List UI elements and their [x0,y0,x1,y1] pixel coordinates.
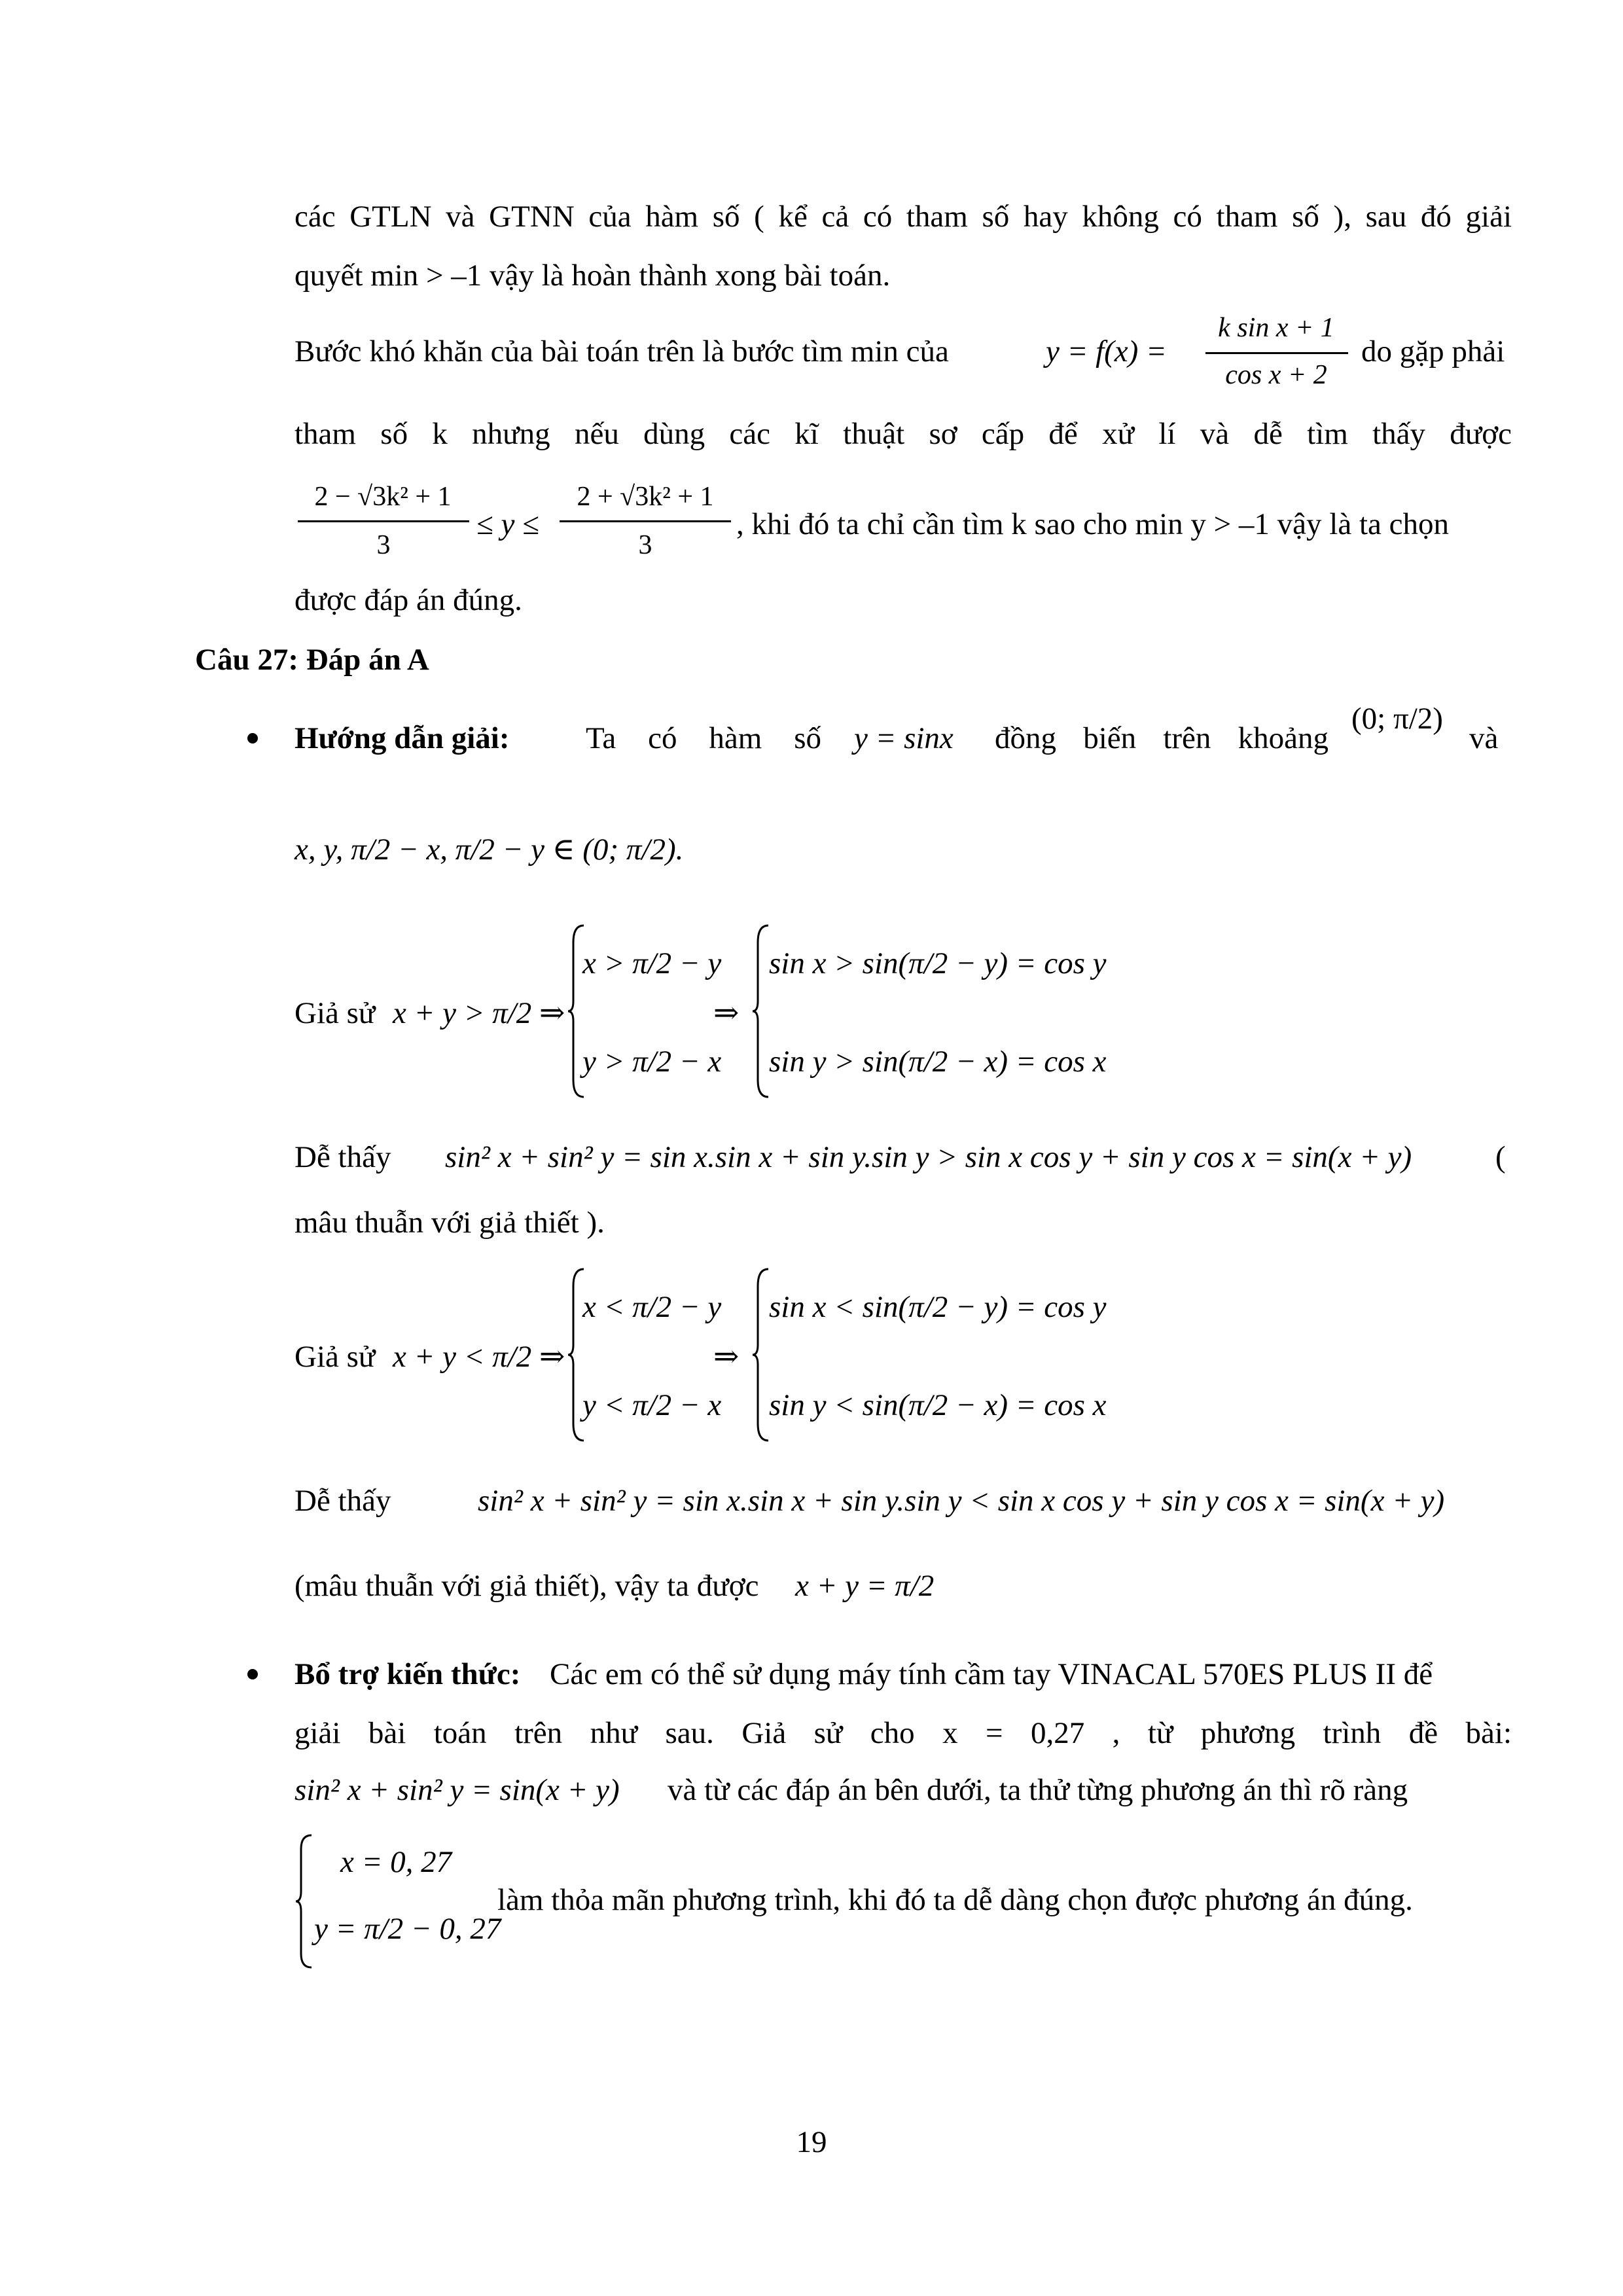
support-text: giải bài toán trên như sau. Giả sử cho x = 0,27 , từ phương trình đề bài: [294,1716,1512,1750]
support-sys-row2: y = π/2 − 0, 27 [314,1912,501,1946]
conclusion-text: (mâu thuẫn với giả thiết), vậy ta được [294,1569,759,1603]
fraction-bar [560,520,731,522]
bullet-icon [247,1669,258,1679]
case1-equation: sin² x + sin² y = sin x.sin x + sin y.sin y > sin x cos y + sin y cos x = sin(x + y) [445,1140,1412,1174]
see-label: Dễ thấy [294,1484,391,1518]
fraction-bar [1205,352,1348,354]
ineq-left-numerator: 2 − √3k² + 1 [314,482,452,512]
assume-label: Giả sử [294,996,376,1030]
guide-func: y = sinx [854,721,954,755]
ineq-right-numerator: 2 + √3k² + 1 [577,482,714,512]
case2-sys1-row1: x < π/2 − y [582,1290,722,1324]
guide-vars: x, y, π/2 − x, π/2 − y ∈ (0; π/2). [294,833,684,867]
ineq-denominator: 3 [638,530,652,560]
fraction-denominator: cos x + 2 [1225,360,1327,390]
question-heading: Câu 27: Đáp án A [195,643,429,677]
guide-and: và [1469,721,1499,755]
fraction-numerator: k sin x + 1 [1218,313,1334,343]
paragraph-line: được đáp án đúng. [294,583,522,617]
left-brace-icon [294,1833,314,1970]
paragraph-line: , khi đó ta chỉ cần tìm k sao cho min y > –1 vậy là ta chọn [736,507,1449,541]
support-sys-row1: x = 0, 27 [340,1845,452,1879]
case2-sys2-row1: sin x < sin(π/2 − y) = cos y [769,1290,1107,1324]
paragraph-line: Bước khó khăn của bài toán trên là bước tìm min của [294,334,949,368]
support-label: Bổ trợ kiến thức: [294,1657,521,1691]
contradiction-text: mâu thuẫn với giả thiết ). [294,1206,605,1240]
see-label: Dễ thấy [294,1140,391,1174]
left-brace-icon [751,1266,771,1443]
ineq-denominator: 3 [376,530,391,560]
open-paren: ( [1495,1140,1506,1174]
case2-sys2-row2: sin y < sin(π/2 − x) = cos x [769,1388,1107,1422]
case1-sys1-row1: x > π/2 − y [582,946,722,980]
support-equation: sin² x + sin² y = sin(x + y) [294,1773,620,1807]
assume-label: Giả sử [294,1340,376,1374]
case2-sys1-row2: y < π/2 − x [582,1388,722,1422]
conclusion-equation: x + y = π/2 [795,1569,935,1603]
ineq-middle: ≤ y ≤ [476,507,539,541]
case1-sys2-row2: sin y > sin(π/2 − x) = cos x [769,1045,1107,1079]
paragraph-line: do gặp phải [1361,334,1505,368]
bullet-icon [247,733,258,744]
case2-equation: sin² x + sin² y = sin x.sin x + sin y.sin y < sin x cos y + sin y cos x = sin(x + y) [478,1484,1445,1518]
guide-label: Hướng dẫn giải: [294,721,510,755]
paragraph-line: tham số k nhưng nếu dùng các kĩ thuật sơ cấp để xử lí và dễ tìm thấy được [294,417,1512,451]
left-brace-icon [751,923,771,1100]
page-number: 19 [796,2125,827,2159]
implies-icon: ⇒ [713,996,740,1030]
function-lhs: y = f(x) = [1046,334,1167,368]
guide-text: đồng biến trên khoảng [995,721,1329,755]
interval: (0; π/2) [1351,702,1443,736]
case1-sys2-row1: sin x > sin(π/2 − y) = cos y [769,946,1107,980]
paragraph-line: quyết min > –1 vậy là hoàn thành xong bài toán. [294,259,891,293]
case1-condition: x + y > π/2 ⇒ [393,996,565,1030]
support-text: Các em có thể sử dụng máy tính cầm tay VINACAL 570ES PLUS II để [550,1657,1433,1691]
support-text: và từ các đáp án bên dưới, ta thử từng phương án thì rõ ràng [668,1773,1408,1807]
guide-text: Ta có hàm số [586,721,821,755]
implies-icon: ⇒ [713,1340,740,1374]
case1-sys1-row2: y > π/2 − x [582,1045,722,1079]
paragraph-line: các GTLN và GTNN của hàm số ( kể cả có tham số hay không có tham số ), sau đó giải [294,200,1512,234]
fraction-bar [298,520,469,522]
support-text: làm thỏa mãn phương trình, khi đó ta dễ dàng chọn được phương án đúng. [497,1883,1413,1917]
case2-condition: x + y < π/2 ⇒ [393,1340,565,1374]
